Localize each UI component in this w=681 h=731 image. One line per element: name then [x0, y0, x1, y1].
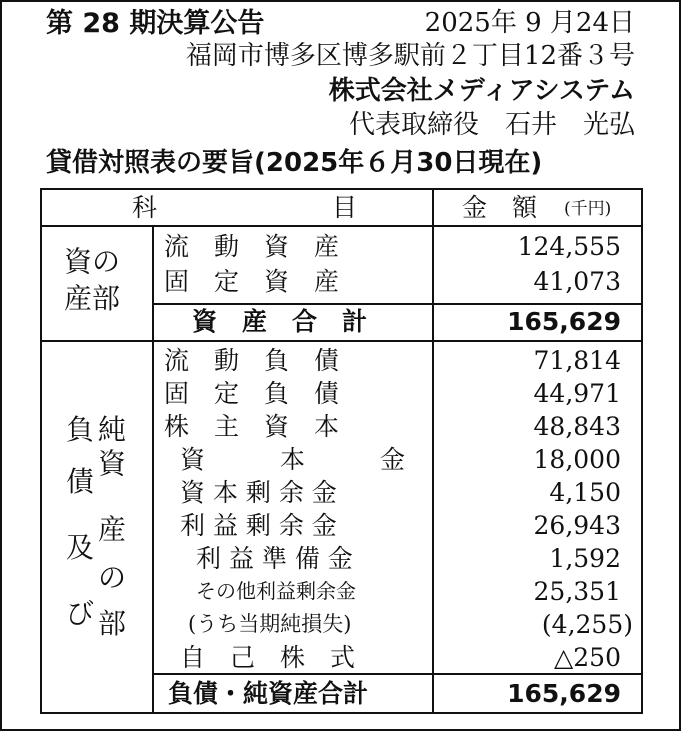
row-label: 株 主 資 本 [164, 412, 340, 441]
row-value: 41,073 [533, 267, 621, 296]
row-label: 流 動 資 産 [164, 232, 340, 261]
row-label: 固 定 負 債 [164, 379, 340, 408]
row-value: 26,943 [533, 511, 621, 540]
row-value: 124,555 [517, 232, 621, 261]
notice-title: 第 28 期決算公告 [46, 8, 265, 39]
assets-total-value: 165,629 [507, 307, 621, 336]
representative: 代表取締役 石井 光弘 [348, 110, 635, 140]
assets-total-label: 資 産 合 計 [192, 307, 368, 336]
liab-label-char: 債 [66, 465, 95, 498]
unit-label: (千円) [564, 199, 612, 219]
row-value: 44,971 [533, 379, 621, 408]
header-divider [42, 225, 641, 227]
row-label: (うち当期純損失) [188, 612, 352, 636]
assets-section-label-top: 資の [64, 245, 121, 278]
row-value: 4,150 [549, 478, 621, 507]
assets-section-label-bottom: 産部 [64, 282, 121, 315]
assets-total-divider [152, 303, 641, 305]
liab-label-char: 資 [98, 447, 127, 480]
liab-label-char: 及 [66, 531, 95, 564]
section-column-divider [152, 225, 154, 712]
amount-column-divider [432, 190, 434, 712]
company-address: 福岡市博多区博多駅前２丁目12番３号 [185, 41, 635, 71]
company-name: 株式会社メディアシステム [328, 76, 635, 106]
liab-label-char: 負 [66, 413, 95, 446]
row-label: 自 己 株 式 [180, 643, 356, 672]
liab-label-char: 部 [98, 607, 127, 640]
row-value: 1,592 [549, 544, 621, 573]
row-value: (4,255) [541, 610, 633, 639]
balance-sheet-title: 貸借対照表の要旨(2025年６月30日現在) [46, 148, 543, 178]
balance-sheet-table [40, 188, 643, 714]
row-label: 資 本 金 [180, 445, 406, 474]
row-value: 71,814 [533, 346, 621, 375]
liab-total-divider [152, 673, 641, 675]
row-label: 利 益 準 備 金 [196, 544, 353, 573]
notice-date: 2025年 9 月24日 [424, 8, 635, 38]
row-label: 利 益 剰 余 金 [180, 511, 337, 540]
liab-label-char: 純 [98, 413, 127, 446]
liab-label-char: の [98, 561, 127, 594]
row-label: 資 本 剰 余 金 [180, 478, 337, 507]
column-header-amount: 金 額 [462, 193, 538, 222]
row-label: 流 動 負 債 [164, 346, 340, 375]
column-header-item: 科 目 [132, 193, 358, 222]
liab-label-char: 産 [98, 513, 127, 546]
assets-section-divider [42, 340, 641, 342]
row-value: △250 [554, 643, 621, 672]
row-label: その他利益剰余金 [196, 579, 356, 603]
row-value: 25,351 [533, 577, 621, 606]
liab-total-value: 165,629 [507, 679, 621, 708]
row-value: 18,000 [533, 445, 621, 474]
row-value: 48,843 [533, 412, 621, 441]
row-label: 固 定 資 産 [164, 267, 340, 296]
liab-total-label: 負債・純資産合計 [168, 679, 369, 708]
liab-label-char: び [66, 597, 95, 630]
